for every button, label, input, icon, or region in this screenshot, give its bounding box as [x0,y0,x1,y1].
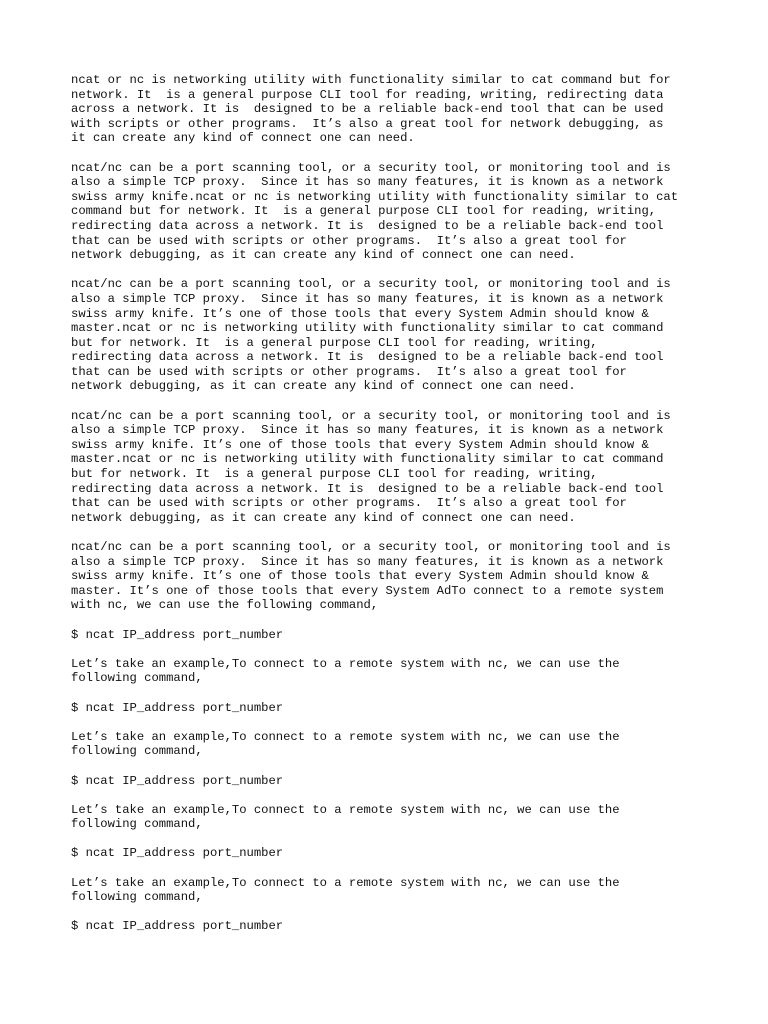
example-text-1: Let’s take an example,To connect to a remote system with nc, we can use the following command, [71,656,620,686]
document-body [71,73,721,949]
paragraph-1: ncat or nc is networking utility with functionality similar to cat command but for network. It is a general purpose CLI tool for reading, writing, redirecting data across a network. It is designed to be a reliable back-end tool that can be used with scripts or other programs. It’s also a great tool for network debugging, as it can create any kind of connect one can need. [71,73,671,146]
example-text-3: Let’s take an example,To connect to a remote system with nc, we can use the following command, [71,802,620,832]
example-text-2: Let’s take an example,To connect to a remote system with nc, we can use the following command, [71,729,620,759]
command-line-5: $ ncat IP_address port_number [71,919,284,934]
example-text-4: Let’s take an example,To connect to a remote system with nc, we can use the following command, [71,875,620,905]
command-line-4: $ ncat IP_address port_number [71,846,284,861]
paragraph-3: ncat/nc can be a port scanning tool, or a security tool, or monitoring tool and is also a simple TCP proxy. Since it has so many features, it is known as a network swiss army knife. It’s one of those tools that every System Admin should know & master.ncat or nc is networking utility with functionality similar to cat command but for network. It is a general purpose CLI tool for reading, writing, redirecting data across a network. It is designed to be a reliable back-end tool that can be used with scripts or other programs. It’s also a great tool for network debugging, as it can create any kind of connect one can need. [71,277,671,394]
paragraph-4: ncat/nc can be a port scanning tool, or a security tool, or monitoring tool and is also a simple TCP proxy. Since it has so many features, it is known as a network swiss army knife. It’s one of those tools that every System Admin should know & master.ncat or nc is networking utility with functionality similar to cat command but for network. It is a general purpose CLI tool for reading, writing, redirecting data across a network. It is designed to be a reliable back-end tool that can be used with scripts or other programs. It’s also a great tool for network debugging, as it can create any kind of connect one can need. [71,408,671,525]
paragraph-2: ncat/nc can be a port scanning tool, or a security tool, or monitoring tool and is also a simple TCP proxy. Since it has so many features, it is known as a network swiss army knife.ncat or nc is networking utility with functionality similar to cat command but for network. It is a general purpose CLI tool for reading, writing, redirecting data across a network. It is designed to be a reliable back-end tool that can be used with scripts or other programs. It’s also a great tool for network debugging, as it can create any kind of connect one can need. [71,160,679,263]
command-line-2: $ ncat IP_address port_number [71,700,284,715]
command-line-3: $ ncat IP_address port_number [71,773,284,788]
paragraph-5: ncat/nc can be a port scanning tool, or a security tool, or monitoring tool and is also a simple TCP proxy. Since it has so many features, it is known as a network swiss army knife. It’s one of those tools that every System Admin should know & master. It’s one of those tools that every System AdTo connect to a remote system with nc, we can use the following command, [71,540,671,613]
command-line-1: $ ncat IP_address port_number [71,627,284,642]
